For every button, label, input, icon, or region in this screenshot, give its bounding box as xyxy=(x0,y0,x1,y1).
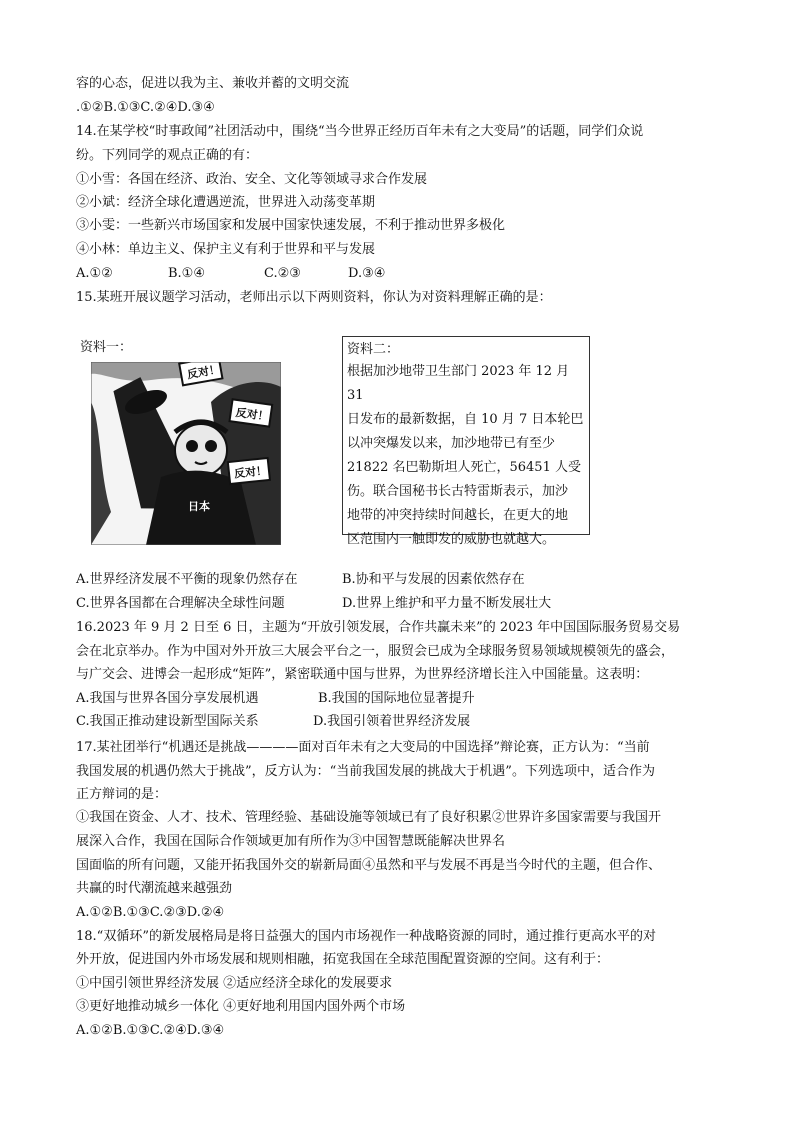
q18-options: A.①②B.①③C.②④D.③④ xyxy=(76,1023,225,1038)
q17-statements-2: 展深入合作，我国在国际合作领域更加有所作为③中国智慧既能解决世界名 xyxy=(76,834,506,849)
q17-stem: 17.某社团举行“机遇还是挑战————面对百年未有之大变局的中国选择”辩论赛，正方认为：“当前 xyxy=(76,740,650,755)
q16-option-b: B.我国的国际地位显著提升 xyxy=(318,691,475,706)
q16-stem-cont-2: 与广交会、进博会一起形成“矩阵”，紧密联通中国与世界，为世界经济增长注入中国能量。这表明： xyxy=(76,667,649,682)
q18-stem-cont: 外开放，促进国内外市场发展和规则相融，拓宽我国在全球范围配置资源的空间。这有利于： xyxy=(76,952,610,967)
q14-statement-4: ④小林：单边主义、保护主义有利于世界和平与发展 xyxy=(76,242,376,257)
q14-stem: 14.在某学校“时事政闻”社团活动中，围绕“当今世界正经历百年未有之大变局”的话题，同学们众说 xyxy=(76,124,644,139)
q17-statements-3: 国面临的所有问题，又能开拓我国外交的崭新局面④虽然和平与发展不再是当今时代的主题，但合作、 xyxy=(76,858,662,873)
protest-sign-2: 反对！ xyxy=(234,405,270,424)
cartoon-illustration xyxy=(91,362,281,545)
q17-options: A.①②B.①③C.②③D.②④ xyxy=(76,905,225,920)
q17-statements-1: ①我国在资金、人才、技术、管理经验、基础设施等领域已有了良好积累②世界许多国家需要与我国开 xyxy=(76,810,662,825)
protest-sign-1: 反对！ xyxy=(186,362,221,382)
q18-stem: 18.“双循环”的新发展格局是将日益强大的国内市场视作一种战略资源的同时，通过推行更高水平的对 xyxy=(76,929,656,944)
figure-label: 日本 xyxy=(188,500,210,513)
q15-stem: 15.某班开展议题学习活动，老师出示以下两则资料，你认为对资料理解正确的是： xyxy=(76,290,552,305)
q17-statements-4: 共赢的时代潮流越来越强劲 xyxy=(76,881,233,896)
q14-statement-1: ①小雪：各国在经济、政治、安全、文化等领域寻求合作发展 xyxy=(76,172,428,187)
q14-stem-cont: 纷。下列同学的观点正确的有： xyxy=(76,148,259,163)
material-2-title: 资料二： xyxy=(347,342,400,357)
q15-option-b: B.协和平与发展的因素依然存在 xyxy=(342,572,525,587)
q15-option-c: C.世界各国都在合理解决全球性问题 xyxy=(76,596,285,611)
answer-options-13: .①②B.①③C.②④D.③④ xyxy=(76,100,215,115)
material-2-body: 根据加沙地带卫生部门 2023 年 12 月 31 日发布的最新数据，自 10 月 7 日本轮巴 以冲突爆发以来，加沙地带已有至少 21822 名巴勒斯坦人死亡，56451 人受 伤。联合国秘书长古特雷斯表示，加沙 地带的冲突持续时间越长，在更大的地 区范围内一触即发的威胁也就越大。 xyxy=(347,364,584,547)
q18-statements-1: ①中国引领世界经济发展 ②适应经济全球化的发展要求 xyxy=(76,976,393,991)
q15-option-d: D.世界上维护和平力量不断发展壮大 xyxy=(342,596,552,611)
protest-sign-3: 反对！ xyxy=(233,464,268,481)
q16-option-c: C.我国正推动建设新型国际关系 xyxy=(76,714,259,729)
q14-option-b: B.①④ xyxy=(168,266,205,281)
material-1-label: 资料一： xyxy=(80,340,133,355)
q18-statements-2: ③更好地推动城乡一体化 ④更好地利用国内国外两个市场 xyxy=(76,999,406,1014)
q14-option-a: A.①② xyxy=(76,266,113,281)
q14-statement-2: ②小斌：经济全球化遭遇逆流，世界进入动荡变革期 xyxy=(76,195,376,210)
q16-option-d: D.我国引领着世界经济发展 xyxy=(313,714,471,729)
q16-stem: 16.2023 年 9 月 2 日至 6 日，主题为“开放引领发展，合作共赢未来”的 2023 年中国国际服务贸易交易 xyxy=(76,620,681,635)
q14-option-c: C.②③ xyxy=(264,266,301,281)
material-2-box xyxy=(342,336,590,547)
text-line: 容的心态，促进以我为主、兼收并蓄的文明交流 xyxy=(76,76,350,91)
q14-statement-3: ③小雯：一些新兴市场国家和发展中国家快速发展，不利于推动世界多极化 xyxy=(76,218,506,233)
q14-option-d: D.③④ xyxy=(348,266,386,281)
q17-stem-cont-2: 正方辩词的是： xyxy=(76,787,168,802)
q17-stem-cont-1: 我国发展的机遇仍然大于挑战”，反方认为：“当前我国发展的挑战大于机遇”。下列选项中，适合作为 xyxy=(76,764,655,779)
q16-option-a: A.我国与世界各国分享发展机遇 xyxy=(76,691,259,706)
cartoon-drawing xyxy=(91,362,281,545)
q16-stem-cont-1: 会在北京举办。作为中国对外开放三大展会平台之一，服贸会已成为全球服务贸易领域规模领先的盛会， xyxy=(76,644,675,659)
q15-option-a: A.世界经济发展不平衡的现象仍然存在 xyxy=(76,572,298,587)
